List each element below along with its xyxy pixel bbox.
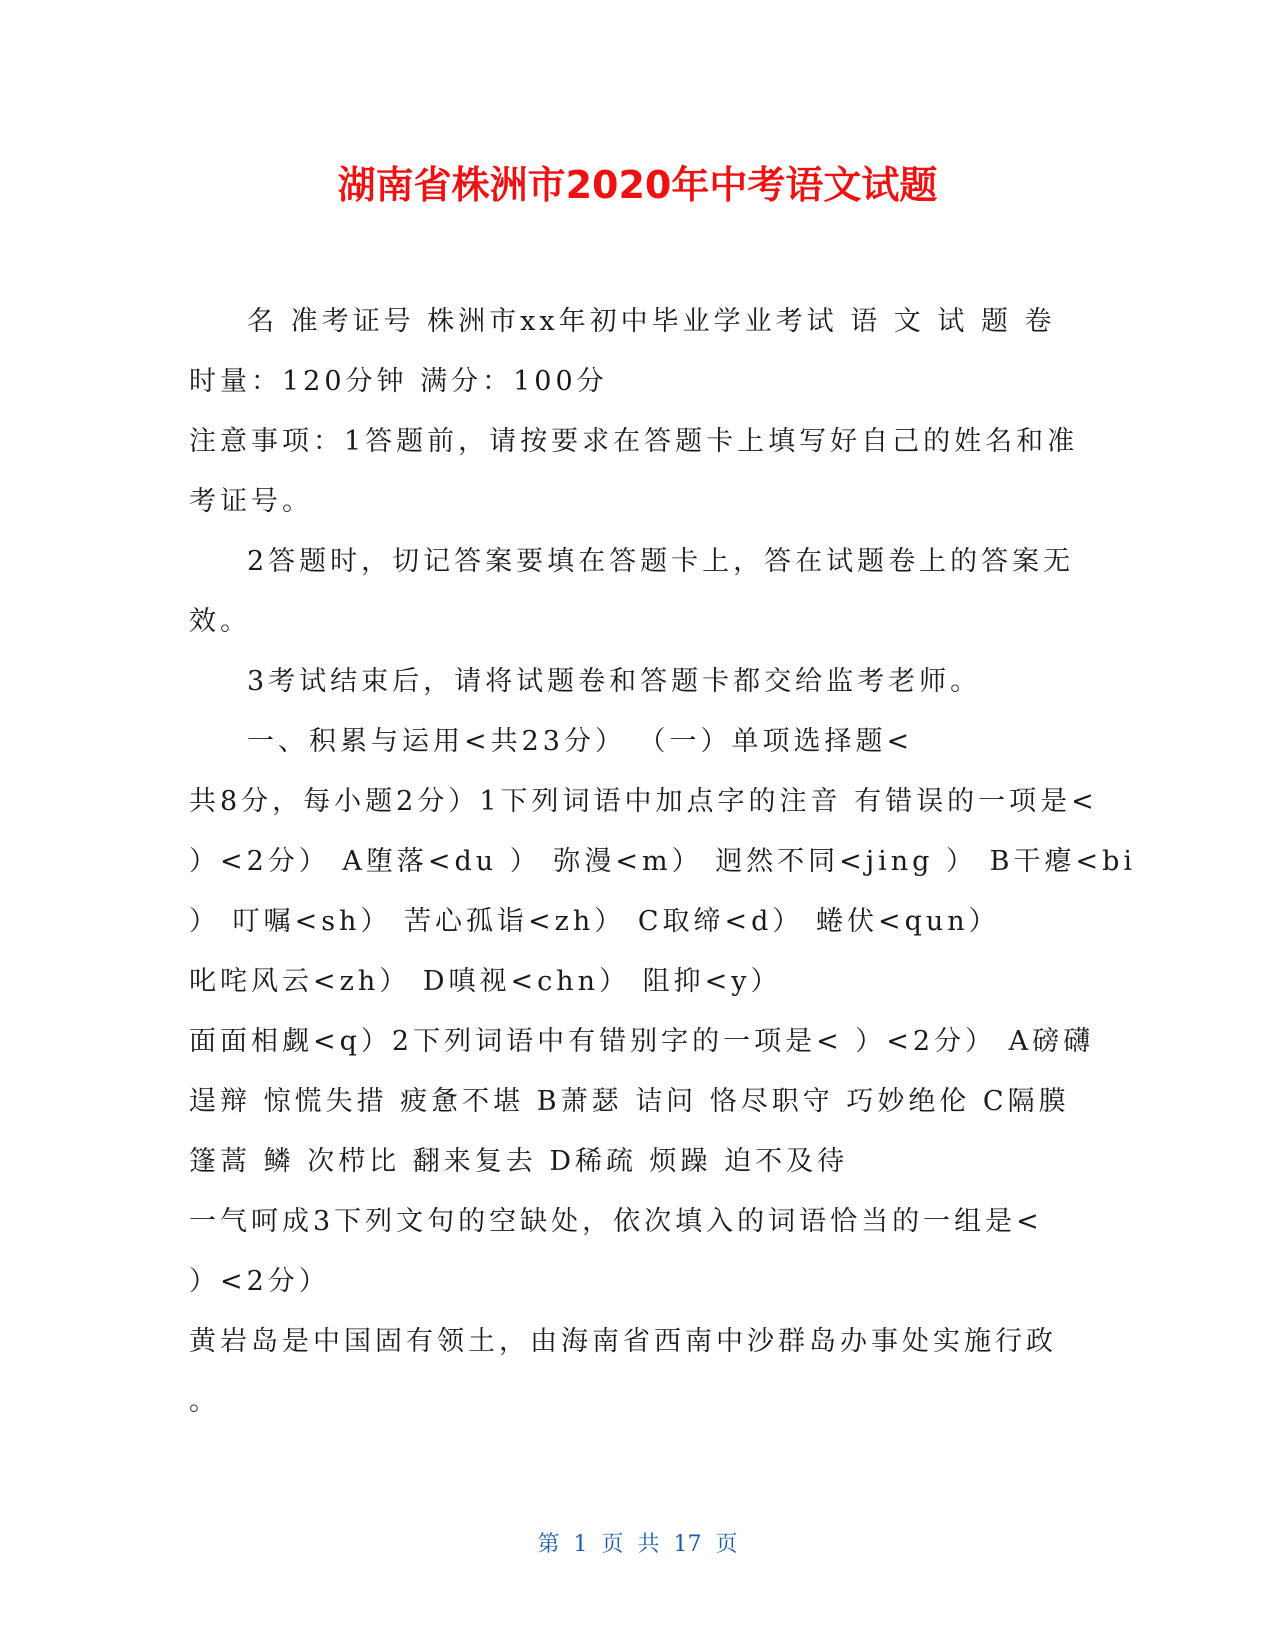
text-line: 黄岩岛是中国固有领土，由海南省西南中沙群岛办事处实施行政	[189, 1326, 1057, 1357]
document-title: 湖南省株洲市2020年中考语文试题	[337, 163, 938, 207]
text-line: 。	[189, 1386, 220, 1417]
document-body	[189, 292, 1137, 1432]
text-line: 一气呵成3下列文句的空缺处，依次填入的词语恰当的一组是<	[189, 1206, 1043, 1237]
text-line: 3考试结束后，请将试题卷和答题卡都交给监考老师。	[247, 666, 982, 697]
text-line: 面面相觑<q）2下列词语中有错别字的一项是< ）<2分） A磅礴	[189, 1026, 1095, 1057]
page-number: 第 1 页 共 17 页	[537, 1532, 738, 1557]
text-line: 2答题时，切记答案要填在答题卡上，答在试题卷上的答案无	[247, 546, 1075, 577]
text-line: 考证号。	[189, 486, 313, 517]
text-line: 效。	[189, 606, 251, 637]
text-line: 时量：120分钟 满分：100分	[189, 366, 608, 397]
text-line: ） 叮嘱<sh） 苦心孤诣<zh） C取缔<d） 蜷伏<qun）	[189, 906, 1000, 937]
text-line: 名 准考证号 株洲市xx年初中毕业学业考试 语 文 试 题 卷	[247, 306, 1056, 337]
text-line: 共8分，每小题2分）1下列词语中加点字的注音 有错误的一项是<	[189, 786, 1098, 817]
text-line: 逞辩 惊慌失措 疲惫不堪 B萧瑟 诘问 恪尽职守 巧妙绝伦 C隔膜	[189, 1086, 1070, 1117]
text-line: ）<2分）	[189, 1266, 330, 1297]
text-line: 注意事项：1答题前，请按要求在答题卡上填写好自己的姓名和准	[189, 426, 1079, 457]
text-line: ）<2分） A堕落<du ） 弥漫<m） 迥然不同<jing ） B干瘪<bi	[189, 846, 1137, 877]
text-line: 一、积累与运用<共23分） （一）单项选择题<	[247, 726, 914, 757]
text-line: 篷蒿 鳞 次栉比 翻来复去 D稀疏 烦躁 迫不及待	[189, 1146, 849, 1177]
text-line: 叱咤风云<zh） D嗔视<chn） 阻抑<y）	[189, 966, 782, 997]
